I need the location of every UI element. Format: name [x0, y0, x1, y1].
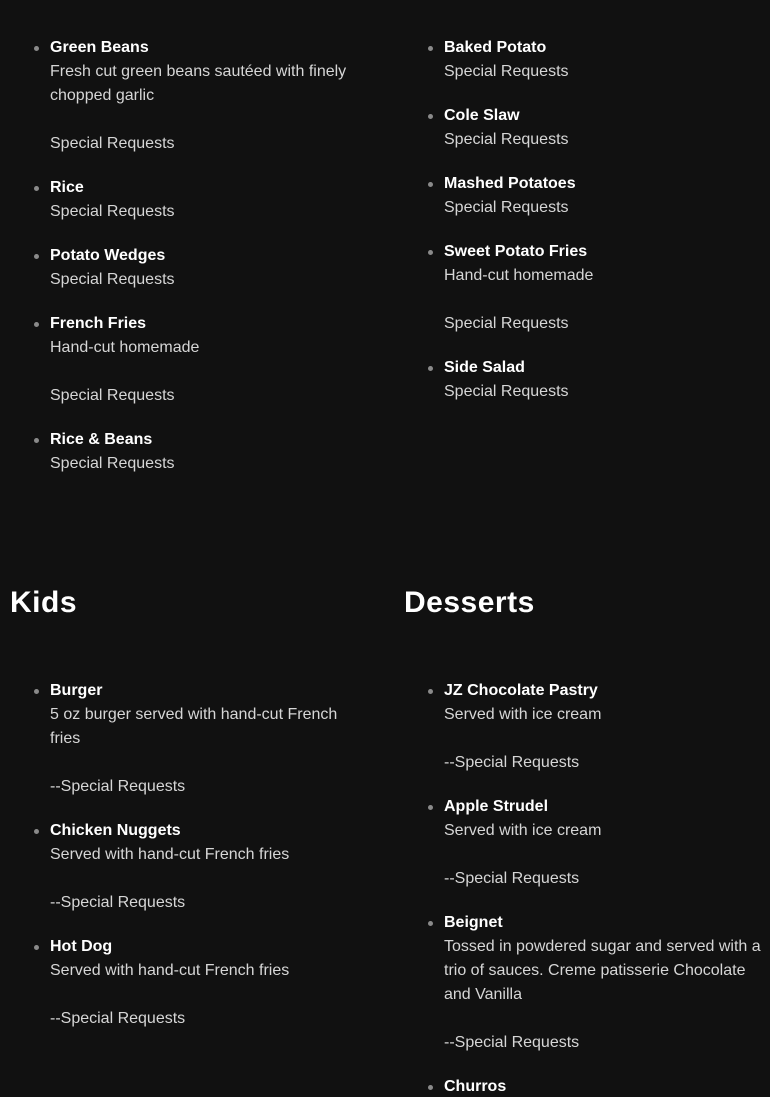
sides-left-column: [0, 36, 360, 496]
kids-list: [0, 679, 360, 1031]
special-requests[interactable]: --Special Requests: [50, 1010, 186, 1027]
item-description: Served with hand-cut French fries: [50, 962, 290, 979]
item-description: Hand-cut homemade: [444, 267, 594, 284]
item-name: Potato Wedges: [50, 247, 166, 264]
menu-item[interactable]: [394, 172, 770, 220]
item-name: French Fries: [50, 315, 147, 332]
special-requests[interactable]: Special Requests: [50, 203, 175, 220]
sides-right-column: [394, 36, 770, 424]
item-name: Hot Dog: [50, 938, 113, 955]
item-name: Churros: [444, 1078, 507, 1095]
item-description: Served with hand-cut French fries: [50, 846, 290, 863]
special-requests[interactable]: Special Requests: [50, 271, 175, 288]
item-name: Beignet: [444, 914, 503, 931]
menu-item[interactable]: [0, 679, 360, 799]
menu-item[interactable]: [394, 795, 770, 891]
item-description: Fresh cut green beans sautéed with finely chopped garlic: [50, 63, 347, 104]
item-name: Apple Strudel: [444, 798, 549, 815]
item-name: Cole Slaw: [444, 107, 520, 124]
item-name: Side Salad: [444, 359, 525, 376]
menu-item[interactable]: [0, 312, 360, 408]
sides-right-list: [394, 36, 770, 404]
menu-item[interactable]: [0, 244, 360, 292]
menu-item[interactable]: [394, 679, 770, 775]
special-requests[interactable]: Special Requests: [50, 455, 175, 472]
special-requests[interactable]: --Special Requests: [444, 1034, 580, 1051]
menu-item[interactable]: [0, 36, 360, 156]
kids-column: [0, 679, 360, 1051]
special-requests[interactable]: Special Requests: [444, 199, 569, 216]
menu-item[interactable]: [394, 1075, 770, 1097]
sides-left-list: [0, 36, 360, 476]
item-name: Mashed Potatoes: [444, 175, 576, 192]
special-requests[interactable]: Special Requests: [444, 131, 569, 148]
item-name: Baked Potato: [444, 39, 547, 56]
item-description: 5 oz burger served with hand-cut French fries: [50, 706, 338, 747]
item-name: Sweet Potato Fries: [444, 243, 588, 260]
item-description: Served with ice cream: [444, 822, 602, 839]
section-title-kids: Kids: [10, 586, 78, 619]
item-name: Green Beans: [50, 39, 149, 56]
menu-item[interactable]: [394, 240, 770, 336]
menu-item[interactable]: [0, 819, 360, 915]
menu-item[interactable]: [394, 104, 770, 152]
special-requests[interactable]: --Special Requests: [50, 894, 186, 911]
item-name: Burger: [50, 682, 103, 699]
special-requests[interactable]: Special Requests: [444, 383, 569, 400]
menu-item[interactable]: [0, 935, 360, 1031]
special-requests[interactable]: Special Requests: [50, 135, 175, 152]
menu-item[interactable]: [0, 428, 360, 476]
desserts-list: [394, 679, 770, 1097]
menu-item[interactable]: [0, 176, 360, 224]
special-requests[interactable]: --Special Requests: [444, 870, 580, 887]
special-requests[interactable]: --Special Requests: [50, 778, 186, 795]
menu-item[interactable]: [394, 36, 770, 84]
special-requests[interactable]: Special Requests: [444, 315, 569, 332]
menu-item[interactable]: [394, 356, 770, 404]
item-description: Tossed in powdered sugar and served with a trio of sauces. Creme patisserie Chocolate and Vanilla: [444, 938, 761, 1003]
item-name: Rice & Beans: [50, 431, 153, 448]
item-name: Rice: [50, 179, 84, 196]
desserts-column: [394, 679, 770, 1097]
menu-item[interactable]: [394, 911, 770, 1055]
item-name: JZ Chocolate Pastry: [444, 682, 598, 699]
section-title-desserts: Desserts: [404, 586, 535, 619]
special-requests[interactable]: --Special Requests: [444, 754, 580, 771]
special-requests[interactable]: Special Requests: [50, 387, 175, 404]
item-description: Served with ice cream: [444, 706, 602, 723]
special-requests[interactable]: Special Requests: [444, 63, 569, 80]
item-description: Hand-cut homemade: [50, 339, 200, 356]
item-name: Chicken Nuggets: [50, 822, 181, 839]
